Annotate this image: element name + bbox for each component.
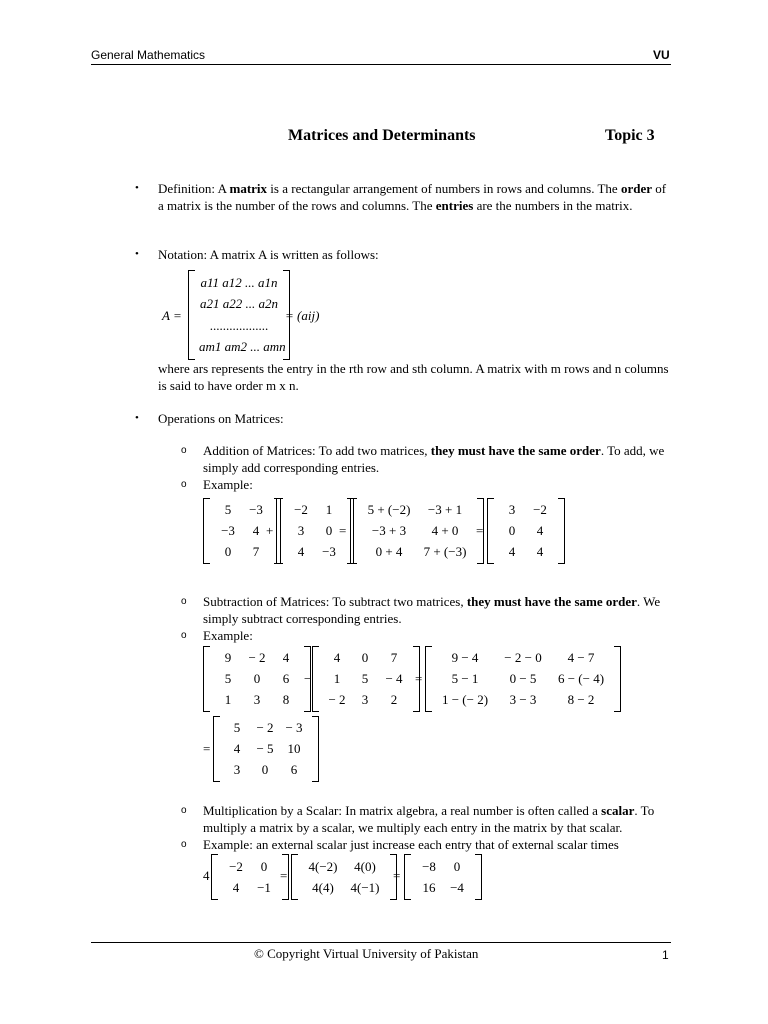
matrix-cell: 7	[252, 543, 260, 559]
matrix-cell: 0	[361, 650, 369, 666]
addition-example-label: Example:	[203, 477, 253, 492]
copyright-text: © Copyright Virtual University of Pakistan	[254, 946, 479, 961]
matrix-cell: 4	[252, 522, 260, 538]
equals-sign: =	[203, 741, 211, 756]
matrix-row: a11 a12 ... a1n	[200, 274, 278, 290]
equals-sign: =	[280, 868, 288, 883]
matrix-cell: − 3	[285, 720, 303, 736]
scalar-text: . To multiply a matrix by a scalar, we multiply each entry in the matrix by that scalar.	[203, 803, 655, 835]
matrix-cell: 10	[287, 740, 301, 756]
addition-matrix-3	[350, 498, 484, 564]
notation-rhs: = (aij)	[285, 308, 320, 323]
addition-text: Addition of Matrices: To add two matrices,	[203, 443, 431, 458]
page-title: Matrices and Determinants	[288, 127, 476, 144]
definition-paragraph	[158, 180, 673, 214]
matrix-row: am1 am2 ... amn	[199, 339, 286, 355]
matrix-cell: 5 − 1	[451, 670, 479, 686]
matrix-cell: 9 − 4	[451, 650, 479, 666]
matrix-cell: 6 − (− 4)	[557, 670, 605, 686]
matrix-cell: 4	[297, 543, 305, 559]
topic-label: Topic 3	[605, 127, 655, 144]
matrix-cell: −8	[422, 858, 436, 874]
matrix-cell: 0	[453, 858, 461, 874]
scalar-example-label: Example: an external scalar just increase each entry that of external scalar times	[203, 837, 619, 852]
minus-sign: −	[304, 671, 312, 686]
scalar-bold: scalar	[601, 803, 635, 818]
definition-bold-matrix: matrix	[229, 181, 268, 196]
scalar-matrix-2	[291, 854, 397, 900]
subtraction-bold: they must have the same order	[466, 594, 637, 609]
matrix-cell: 5	[233, 720, 241, 736]
scalar-factor: 4	[203, 868, 210, 883]
matrix-cell: 3	[297, 522, 305, 538]
matrix-cell: −3	[249, 502, 263, 518]
matrix-cell: 3	[233, 761, 241, 777]
matrix-cell: 5	[224, 502, 232, 518]
addition-matrix-result	[487, 498, 565, 564]
matrix-cell: −3	[221, 522, 235, 538]
subtraction-example-label: Example:	[203, 628, 253, 643]
subtraction-matrix-result	[213, 716, 319, 782]
matrix-cell: 0 − 5	[509, 670, 537, 686]
page-number: 1	[662, 948, 669, 962]
matrix-cell: 9	[224, 650, 232, 666]
matrix-cell: 4(0)	[354, 858, 376, 874]
sub-bullet: o	[181, 805, 187, 816]
matrix-cell: −2	[294, 502, 308, 518]
definition-bold-order: order	[620, 181, 652, 196]
sub-bullet: o	[181, 630, 187, 641]
matrix-cell: 16	[422, 879, 436, 895]
bullet: •	[135, 412, 139, 424]
definition-text: is a rectangular arrangement of numbers in rows and columns. The	[267, 181, 621, 196]
matrix-cell: 0	[260, 858, 268, 874]
matrix-cell: −1	[257, 879, 271, 895]
matrix-cell: 4(4)	[312, 879, 334, 895]
matrix-row: ..................	[209, 317, 269, 333]
notation-line: Notation: A matrix A is written as follows:	[158, 247, 379, 262]
matrix-cell: 4 + 0	[431, 522, 459, 538]
matrix-cell: 4	[333, 650, 341, 666]
notation-matrix	[188, 270, 290, 360]
matrix-cell: 1	[333, 670, 341, 686]
matrix-cell: 4(−2)	[308, 858, 338, 874]
matrix-cell: 0	[508, 522, 516, 538]
subtraction-matrix-2	[312, 646, 423, 712]
operations-title: Operations on Matrices:	[158, 411, 284, 426]
equals-sign: =	[393, 868, 401, 883]
subtraction-matrix-1	[203, 646, 311, 712]
matrix-cell: −3 + 3	[371, 522, 407, 538]
matrix-cell: − 2	[328, 691, 346, 707]
bullet: •	[135, 248, 139, 260]
matrix-cell: 7 + (−3)	[423, 543, 467, 559]
definition-bold-entries: entries	[435, 198, 474, 213]
definition-text: are the numbers in the matrix.	[473, 198, 633, 213]
matrix-cell: 7	[390, 650, 398, 666]
scalar-paragraph	[203, 802, 673, 836]
matrix-cell: 5 + (−2)	[367, 502, 411, 518]
matrix-cell: −3 + 1	[427, 502, 463, 518]
equals-sign: =	[339, 523, 347, 538]
header-rule	[91, 64, 671, 65]
matrix-cell: 0	[261, 761, 269, 777]
notation-after: where ars represents the entry in the rth row and sth column. A matrix with m rows and n columns is said to have order m x n.	[158, 361, 669, 393]
matrix-cell: 4	[508, 543, 516, 559]
matrix-cell: − 2	[256, 720, 274, 736]
definition-text: of a matrix is the number of the rows and columns. The	[158, 181, 667, 213]
matrix-row: a21 a22 ... a2n	[200, 296, 278, 312]
sub-bullet: o	[181, 479, 187, 490]
bullet: •	[135, 182, 139, 194]
matrix-cell: −2	[229, 858, 243, 874]
matrix-cell: −3	[322, 543, 336, 559]
header-right: VU	[653, 48, 670, 62]
matrix-cell: − 2	[248, 650, 266, 666]
matrix-cell: 1	[224, 691, 232, 707]
notation-lhs: A =	[162, 308, 182, 323]
matrix-cell: 0 + 4	[375, 543, 403, 559]
addition-bold: they must have the same order	[430, 443, 601, 458]
subtraction-text: Subtraction of Matrices: To subtract two matrices,	[203, 594, 467, 609]
definition-text: Definition: A	[158, 181, 230, 196]
matrix-cell: 8	[282, 691, 290, 707]
addition-paragraph	[203, 442, 673, 476]
matrix-cell: 4	[536, 522, 544, 538]
matrix-cell: 5	[224, 670, 232, 686]
subtraction-paragraph	[203, 593, 673, 627]
matrix-cell: 4	[232, 879, 240, 895]
equals-sign: =	[476, 523, 484, 538]
header-left: General Mathematics	[91, 48, 206, 62]
matrix-cell: 0	[224, 543, 232, 559]
matrix-cell: 0	[253, 670, 261, 686]
plus-sign: +	[266, 523, 274, 538]
sub-bullet: o	[181, 839, 187, 850]
matrix-cell: 8 − 2	[567, 691, 595, 707]
scalar-matrix-1	[211, 854, 289, 900]
footer-rule	[91, 942, 671, 943]
matrix-cell: −2	[533, 502, 547, 518]
matrix-cell: 0	[325, 522, 333, 538]
sub-bullet: o	[181, 445, 187, 456]
equals-sign: =	[415, 671, 423, 686]
scalar-matrix-result	[404, 854, 482, 900]
matrix-cell: 3	[361, 691, 369, 707]
matrix-cell: 4	[233, 740, 241, 756]
matrix-cell: 6	[282, 670, 290, 686]
matrix-cell: 2	[390, 691, 398, 707]
subtraction-matrix-3	[425, 646, 621, 712]
matrix-cell: − 2 − 0	[504, 650, 542, 666]
scalar-text: Multiplication by a Scalar: In matrix algebra, a real number is often called a	[203, 803, 602, 818]
matrix-cell: 4	[536, 543, 544, 559]
matrix-cell: 5	[361, 670, 369, 686]
matrix-cell: 4(−1)	[350, 879, 380, 895]
matrix-cell: 3 − 3	[509, 691, 537, 707]
matrix-cell: −4	[450, 879, 464, 895]
matrix-cell: 1 − (− 2)	[441, 691, 489, 707]
matrix-cell: − 5	[256, 740, 274, 756]
matrix-cell: 3	[253, 691, 261, 707]
matrix-cell: 1	[325, 502, 333, 518]
addition-text: . To add, we simply add corresponding entries.	[203, 443, 665, 475]
matrix-cell: 6	[290, 761, 298, 777]
subtraction-text: . We simply subtract corresponding entries.	[203, 594, 661, 626]
sub-bullet: o	[181, 596, 187, 607]
matrix-cell: 4	[282, 650, 290, 666]
matrix-cell: − 4	[385, 670, 403, 686]
matrix-cell: 4 − 7	[567, 650, 595, 666]
matrix-cell: 3	[508, 502, 516, 518]
